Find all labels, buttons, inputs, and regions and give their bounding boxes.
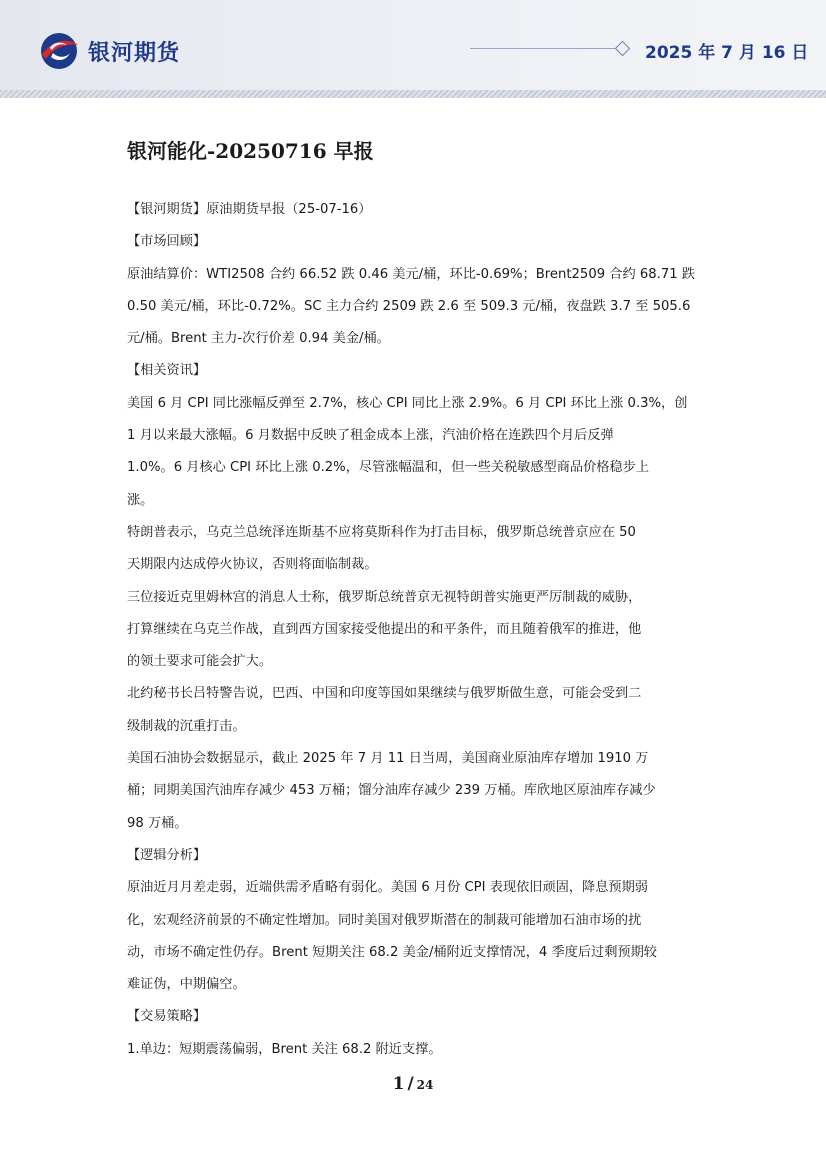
section-heading-logic-analysis: 【逻辑分析】 (127, 847, 207, 863)
diamond-icon (615, 41, 631, 57)
body-line: 动，市场不确定性仍存。Brent 短期关注 68.2 美金/桶附近支撑情况，4 季度后过剩预期较 (127, 944, 657, 960)
body-line: 元/桶。Brent 主力-次行价差 0.94 美金/桶。 (127, 331, 390, 347)
body-line: 原油近月月差走弱，近端供需矛盾略有弱化。美国 6 月份 CPI 表现依旧顽固，降息预期弱 (127, 880, 648, 896)
body-line: 桶；同期美国汽油库存减少 453 万桶；馏分油库存减少 239 万桶。库欣地区原油库存减少 (127, 783, 656, 799)
current-page: 1 (392, 1074, 405, 1094)
body-line: 的领土要求可能会扩大。 (127, 654, 273, 670)
report-body (127, 194, 727, 1066)
body-line: 打算继续在乌克兰作战，直到西方国家接受他提出的和平条件，而且随着俄军的推进，他 (127, 621, 642, 637)
section-heading-related-news: 【相关资讯】 (127, 363, 207, 379)
body-line: 化，宏观经济前景的不确定性增加。同时美国对俄罗斯潜在的制裁可能增加石油市场的扰 (127, 912, 642, 928)
body-line: 1.单边：短期震荡偏弱，Brent 关注 68.2 附近支撑。 (127, 1041, 442, 1057)
report-date: 2025 年 7 月 16 日 (645, 43, 809, 63)
body-line: 【银河期货】原油期货早报（25-07-16） (127, 202, 372, 217)
body-line: 美国石油协会数据显示，截止 2025 年 7 月 11 日当周，美国商业原油库存增加 1910 万 (127, 751, 649, 767)
header-divider-line (470, 48, 620, 49)
body-line: 原油结算价：WTI2508 合约 66.52 跌 0.46 美元/桶，环比-0.69%；Brent2509 合约 68.71 跌 (127, 266, 695, 282)
body-line: 三位接近克里姆林宫的消息人士称，俄罗斯总统普京无视特朗普实施更严厉制裁的威胁， (127, 589, 642, 605)
body-line: 特朗普表示，乌克兰总统泽连斯基不应将莫斯科作为打击目标，俄罗斯总统普京应在 50 (127, 524, 636, 540)
brand-logo (38, 31, 198, 71)
body-line: 1 月以来最大涨幅。6 月数据中反映了租金成本上涨，汽油价格在连跌四个月后反弹 (127, 428, 614, 444)
report-title: 银河能化-20250716 早报 (127, 139, 374, 163)
page-number (0, 1074, 826, 1094)
header-stripe (0, 90, 826, 98)
galaxy-logo-icon (38, 31, 80, 71)
body-line: 北约秘书长吕特警告说，巴西、中国和印度等国如果继续与俄罗斯做生意，可能会受到二 (127, 686, 642, 702)
body-line: 98 万桶。 (127, 815, 188, 831)
section-heading-market-review: 【市场回顾】 (127, 234, 207, 250)
body-line: 天期限内达成停火协议，否则将面临制裁。 (127, 557, 378, 573)
page-header (0, 0, 826, 90)
body-line: 美国 6 月 CPI 同比涨幅反弹至 2.7%，核心 CPI 同比上涨 2.9%。6 月 CPI 环比上涨 0.3%，创 (127, 395, 688, 411)
body-line: 1.0%。6 月核心 CPI 环比上涨 0.2%，尽管涨幅温和，但一些关税敏感型商品价格稳步上 (127, 460, 650, 476)
total-pages: 24 (416, 1078, 434, 1092)
section-heading-trading-strategy: 【交易策略】 (127, 1009, 207, 1025)
body-line: 涨。 (127, 492, 154, 508)
brand-name: 银河期货 (88, 41, 181, 66)
body-line: 级制裁的沉重打击。 (127, 718, 246, 734)
page-separator: / (407, 1074, 414, 1094)
body-line: 0.50 美元/桶，环比-0.72%。SC 主力合约 2509 跌 2.6 至 509.3 元/桶，夜盘跌 3.7 至 505.6 (127, 298, 691, 314)
body-line: 难证伪，中期偏空。 (127, 977, 246, 993)
